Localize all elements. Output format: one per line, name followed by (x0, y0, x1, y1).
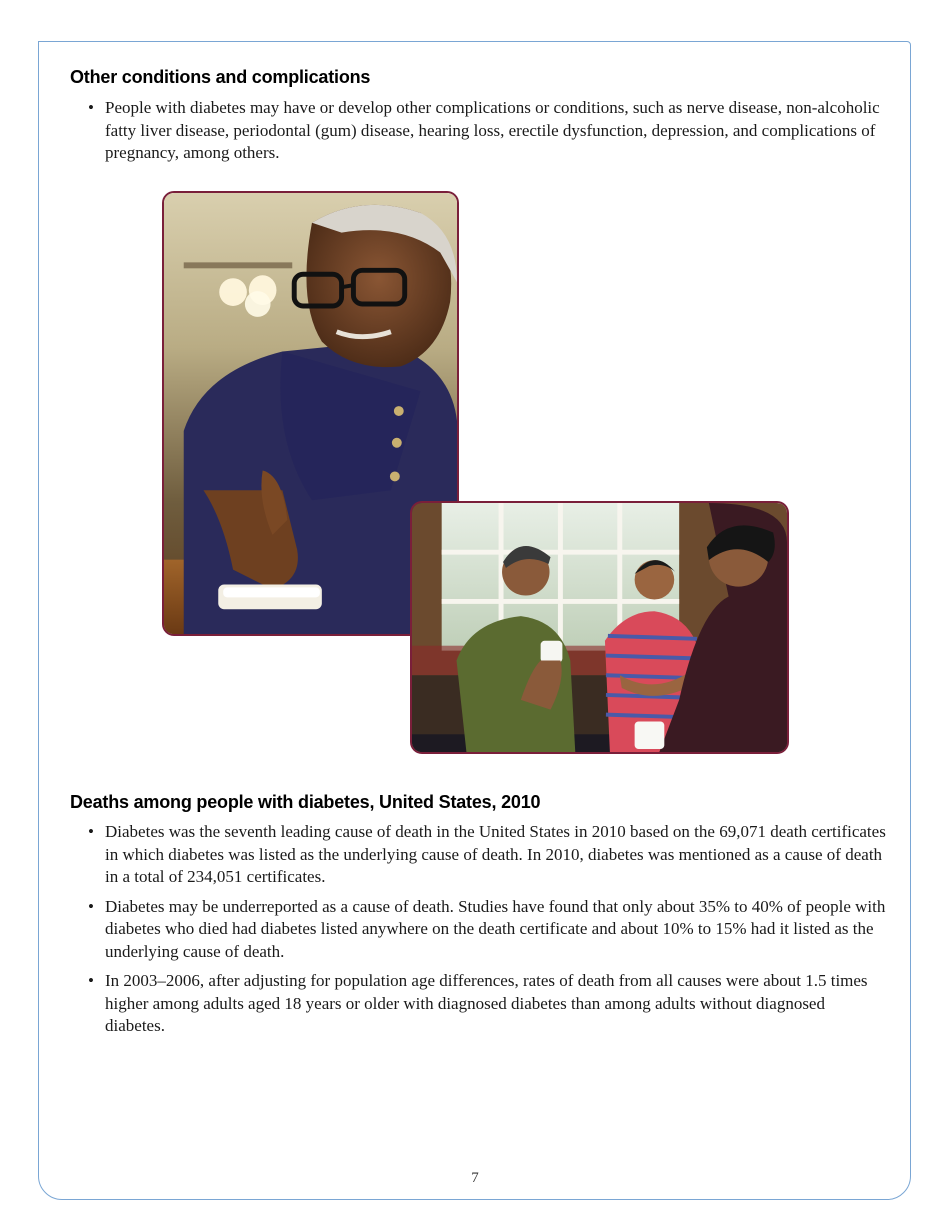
bullet-icon: • (88, 822, 94, 841)
bullet-text: People with diabetes may have or develop other complications or conditions, such as nerve disease, non-alcoholic fatty liver disease, periodontal (gum) disease, hearing loss, erectile dysfunction, depression, and complications of pregnancy, among others. (105, 98, 880, 162)
list-item (88, 896, 888, 964)
bullet-icon: • (88, 896, 94, 916)
section-heading-other-conditions: Other conditions and complications (70, 67, 371, 87)
bullet-text: In 2003–2006, after adjusting for population age differences, rates of death from all causes were about 1.5 times higher among adults aged 18 years or older with diagnosed diabetes than among adults without diagnosed diabetes. (105, 971, 868, 1035)
list-item (88, 821, 888, 889)
page-number: 7 (471, 1170, 479, 1186)
bullet-text: Diabetes may be underreported as a cause of death. Studies have found that only about 35% to 40% of people with diabetes who died had diabetes listed anywhere on the death certificate and about 10% to 15% had it listed as the underlying cause of death. (105, 896, 886, 961)
list-item (88, 970, 888, 1038)
bullet-text: Diabetes was the seventh leading cause of death in the United States in 2010 based on the 69,071 death certificates in which diabetes was listed as the underlying cause of death. In 2010, diabetes was mentioned as a cause of death in a total of 234,051 certificates. (105, 822, 886, 886)
list-item (88, 97, 888, 165)
bullet-list-deaths (88, 821, 888, 1045)
section-heading-deaths: Deaths among people with diabetes, United States, 2010 (70, 792, 541, 812)
bullet-list-other-conditions (88, 97, 888, 172)
bullet-icon: • (88, 98, 94, 117)
bullet-icon: • (88, 971, 94, 990)
photo-family-in-kitchen (410, 501, 789, 754)
